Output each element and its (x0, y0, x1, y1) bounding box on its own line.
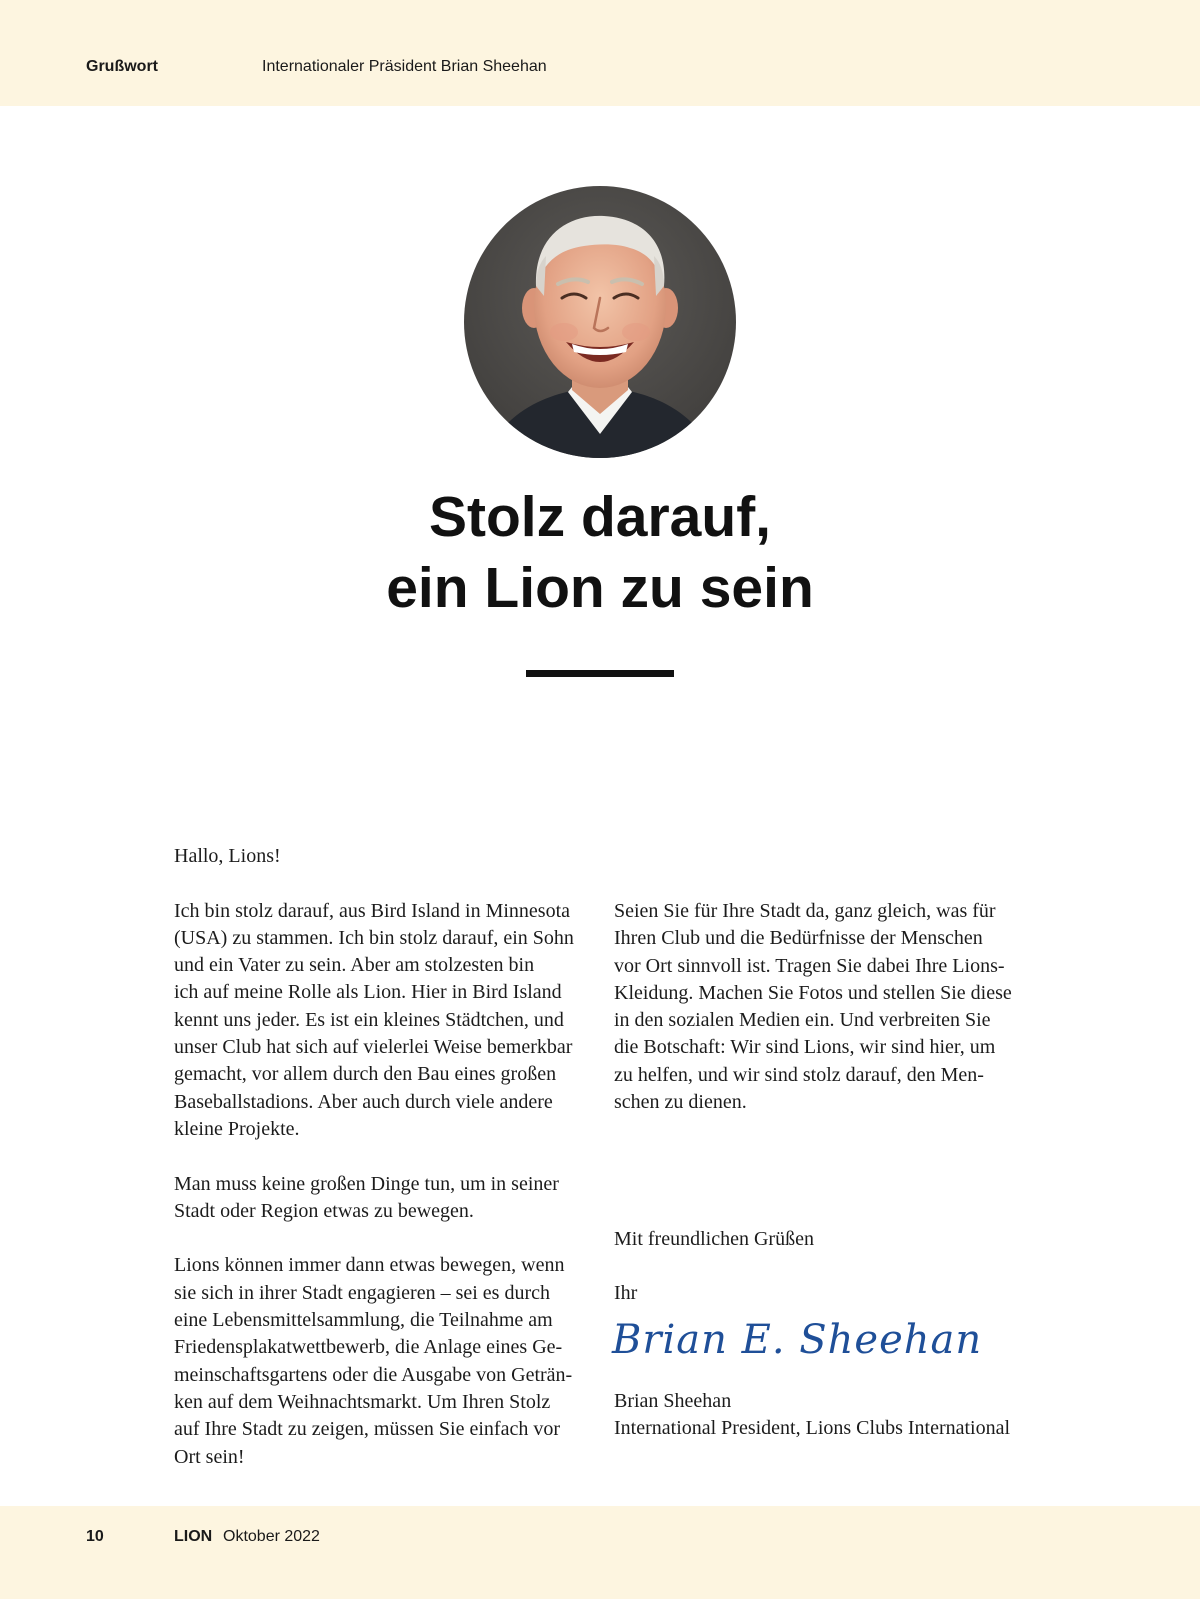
text-line: Ihren Club und die Bedürfnisse der Menschen (614, 927, 983, 950)
text-line: Baseballstadions. Aber auch durch viele andere (174, 1090, 553, 1113)
letter-right-column (614, 898, 1044, 1144)
text-line: Ort sein! (174, 1445, 245, 1468)
text-line: Seien Sie für Ihre Stadt da, ganz gleich, was für (614, 900, 996, 922)
text-line: kennt uns jeder. Es ist ein kleines Städtchen, und (174, 1008, 564, 1031)
handwritten-signature: Brian E. Sheehan (612, 1317, 983, 1363)
text-line: vor Ort sinnvoll ist. Tragen Sie dabei Ihre Lions- (614, 954, 1005, 977)
paragraph-3 (174, 1252, 594, 1470)
header-band (0, 0, 1200, 106)
magazine-name: LION (174, 1528, 213, 1545)
paragraph-1 (174, 898, 594, 1144)
text-line: sie sich in ihrer Stadt engagieren – sei es durch (174, 1281, 550, 1304)
text-line: Hallo, Lions! (174, 845, 281, 867)
article-headline (200, 482, 1000, 624)
closing-greeting: Mit freundlichen Grüßen (614, 1228, 814, 1250)
text-line: die Botschaft: Wir sind Lions, wir sind hier, um (614, 1036, 996, 1059)
text-line: ich auf meine Rolle als Lion. Hier in Bird Island (174, 981, 562, 1004)
text-line: Ich bin stolz darauf, aus Bird Island in Minnesota (174, 899, 571, 922)
paragraph-2 (174, 1171, 594, 1226)
text-line: kleine Projekte. (174, 1117, 300, 1140)
text-line: Man muss keine großen Dinge tun, um in seiner (174, 1172, 559, 1195)
headline-divider (526, 670, 674, 677)
signer-role: International President, Lions Clubs International (614, 1417, 1011, 1440)
page-number: 10 (86, 1528, 104, 1545)
text-line: meinschaftsgartens oder die Ausgabe von Geträn- (174, 1363, 573, 1386)
text-line: Friedensplakatwettbewerb, die Anlage eines Ge- (174, 1336, 563, 1359)
headline-line-2: ein Lion zu sein (386, 556, 814, 620)
headline-line-1: Stolz darauf, (428, 485, 772, 549)
text-line: unser Club hat sich auf vielerlei Weise bemerkbar (174, 1036, 573, 1059)
text-line: auf Ihre Stadt zu zeigen, müssen Sie einfach vor (174, 1418, 560, 1441)
header-title: Internationaler Präsident Brian Sheehan (262, 58, 547, 75)
text-line: gemacht, vor allem durch den Bau eines großen (174, 1063, 557, 1086)
closing-ihr: Ihr (614, 1282, 638, 1304)
issue-date: Oktober 2022 (223, 1528, 320, 1545)
text-line: zu helfen, und wir sind stolz darauf, den Men- (614, 1063, 984, 1086)
signer-name: Brian Sheehan (614, 1390, 732, 1412)
text-line: Lions können immer dann etwas bewegen, wenn (174, 1254, 565, 1277)
text-line: in den sozialen Medien ein. Und verbreiten Sie (614, 1009, 991, 1032)
text-line: und ein Vater zu sein. Aber am stolzesten bin (174, 954, 535, 977)
text-line: schen zu dienen. (614, 1091, 747, 1114)
signer-block (614, 1388, 1010, 1443)
text-line: Kleidung. Machen Sie Fotos und stellen Sie diese (614, 981, 1012, 1004)
section-label: Grußwort (86, 58, 158, 75)
text-line: Stadt oder Region etwas zu bewegen. (174, 1199, 474, 1222)
salutation (174, 843, 594, 870)
footer-band (0, 1506, 1200, 1599)
portrait-illustration (464, 186, 736, 458)
letter-left-column (174, 843, 594, 1498)
paragraph-4 (614, 898, 1044, 1116)
text-line: ken auf dem Weihnachtsmarkt. Um Ihren Stolz (174, 1390, 551, 1413)
portrait-photo (464, 186, 736, 458)
text-line: (USA) zu stammen. Ich bin stolz darauf, ein Sohn (174, 926, 574, 949)
text-line: eine Lebensmittelsammlung, die Teilnahme am (174, 1309, 553, 1332)
